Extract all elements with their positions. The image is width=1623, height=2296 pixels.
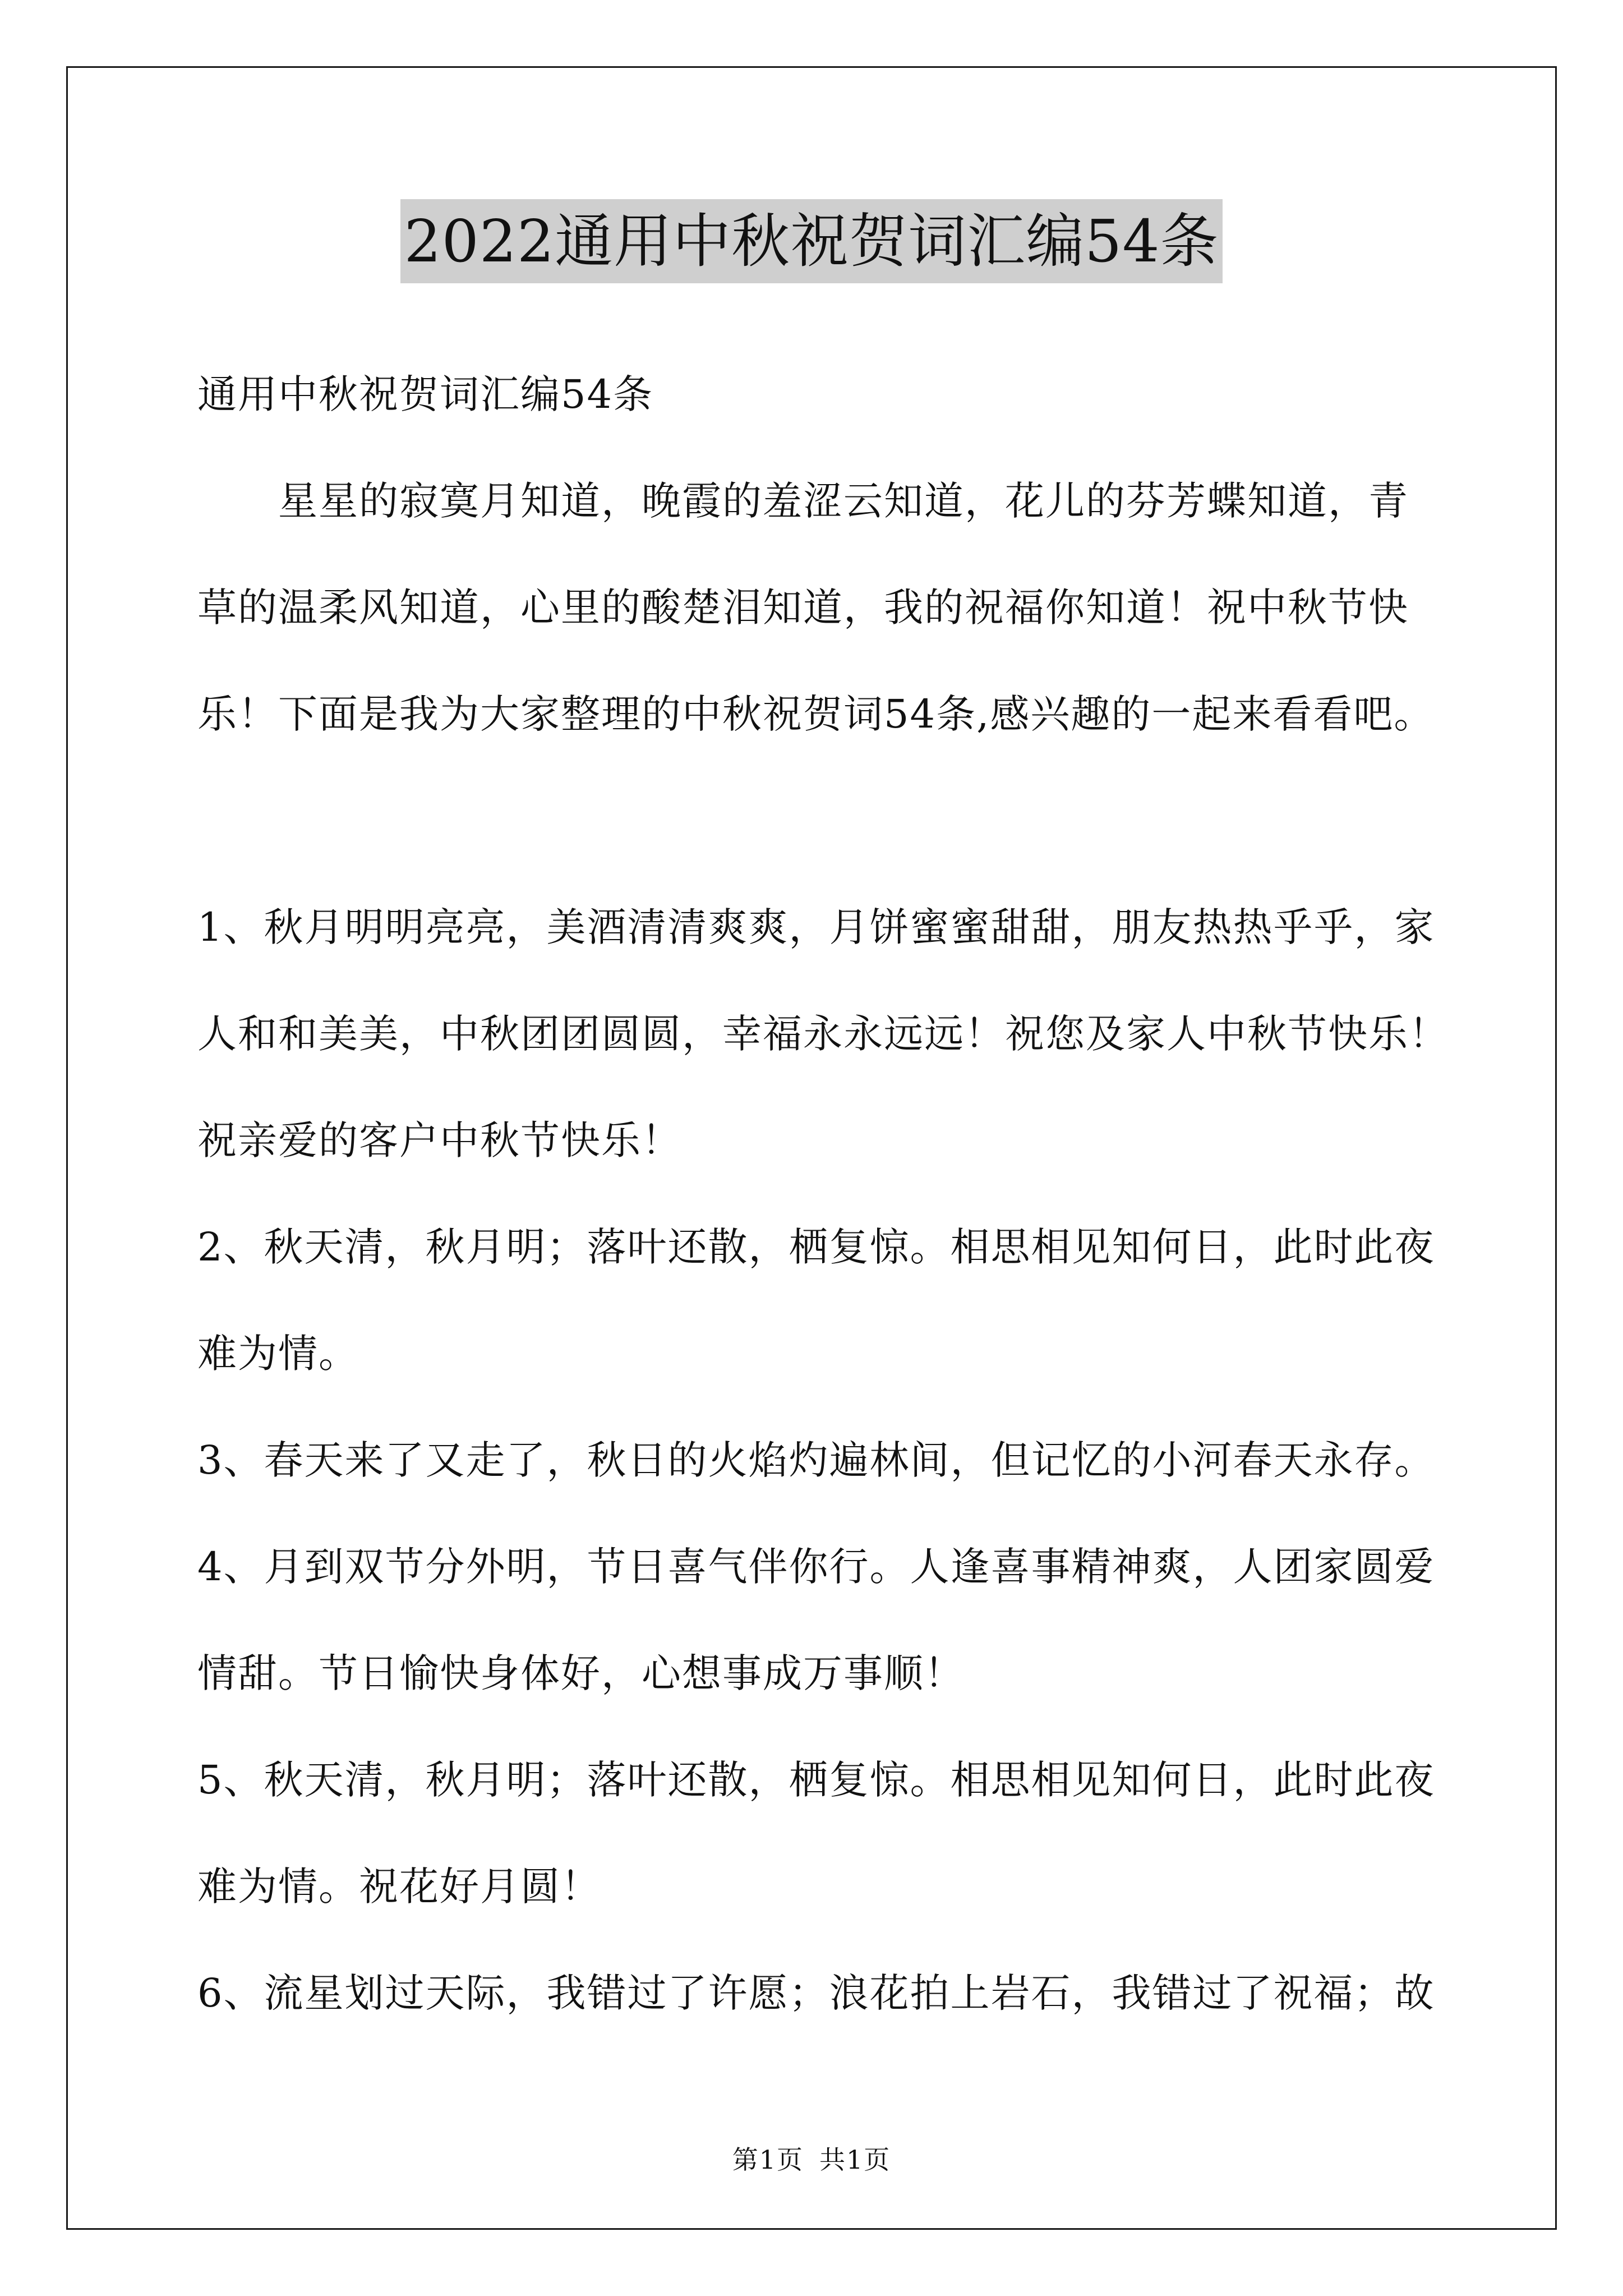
text-line: 5、秋天清，秋月明；落叶还散，栖复惊。相思相见知何日，此时此夜 [197, 1757, 1435, 1803]
text-line: 3、春天来了又走了，秋日的火焰灼遍林间，但记忆的小河春天永存。 [197, 1437, 1435, 1483]
text-line: 2、秋天清，秋月明；落叶还散，栖复惊。相思相见知何日，此时此夜 [197, 1224, 1435, 1270]
blank-line [197, 767, 1448, 874]
subtitle: 通用中秋祝贺词汇编54条 [197, 371, 654, 417]
document-body [197, 341, 1448, 2046]
text-line: 乐！下面是我为大家整理的中秋祝贺词54条,感兴趣的一起来看看吧。 [197, 691, 1435, 737]
text-line: 4、月到双节分外明，节日喜气伴你行。人逢喜事精神爽，人团家圆爱 [197, 1544, 1435, 1590]
text-line: 草的温柔风知道，心里的酸楚泪知道，我的祝福你知道！祝中秋节快 [197, 585, 1409, 631]
page-total: 共1页 [819, 2145, 891, 2175]
text-line: 难为情。 [197, 1331, 359, 1377]
page-footer [0, 2143, 1623, 2177]
text-line: 情甜。节日愉快身体好，心想事成万事顺！ [197, 1650, 965, 1696]
text-line: 祝亲爱的客户中秋节快乐！ [197, 1117, 682, 1163]
text-line: 1、秋月明明亮亮，美酒清清爽爽，月饼蜜蜜甜甜，朋友热热乎乎，家 [197, 904, 1435, 950]
text-line: 6、流星划过天际，我错过了许愿；浪花拍上岩石，我错过了祝福；故 [197, 1970, 1435, 2016]
title-container [0, 199, 1623, 283]
document-title: 2022通用中秋祝贺词汇编54条 [400, 199, 1222, 283]
page-number: 第1页 [732, 2145, 804, 2175]
text-line: 难为情。祝花好月圆！ [197, 1864, 601, 1910]
text-line: 星星的寂寞月知道，晚霞的羞涩云知道，花儿的芬芳蝶知道，青 [197, 478, 1409, 524]
text-line: 人和和美美，中秋团团圆圆，幸福永永远远！祝您及家人中秋节快乐！ [197, 1011, 1449, 1057]
